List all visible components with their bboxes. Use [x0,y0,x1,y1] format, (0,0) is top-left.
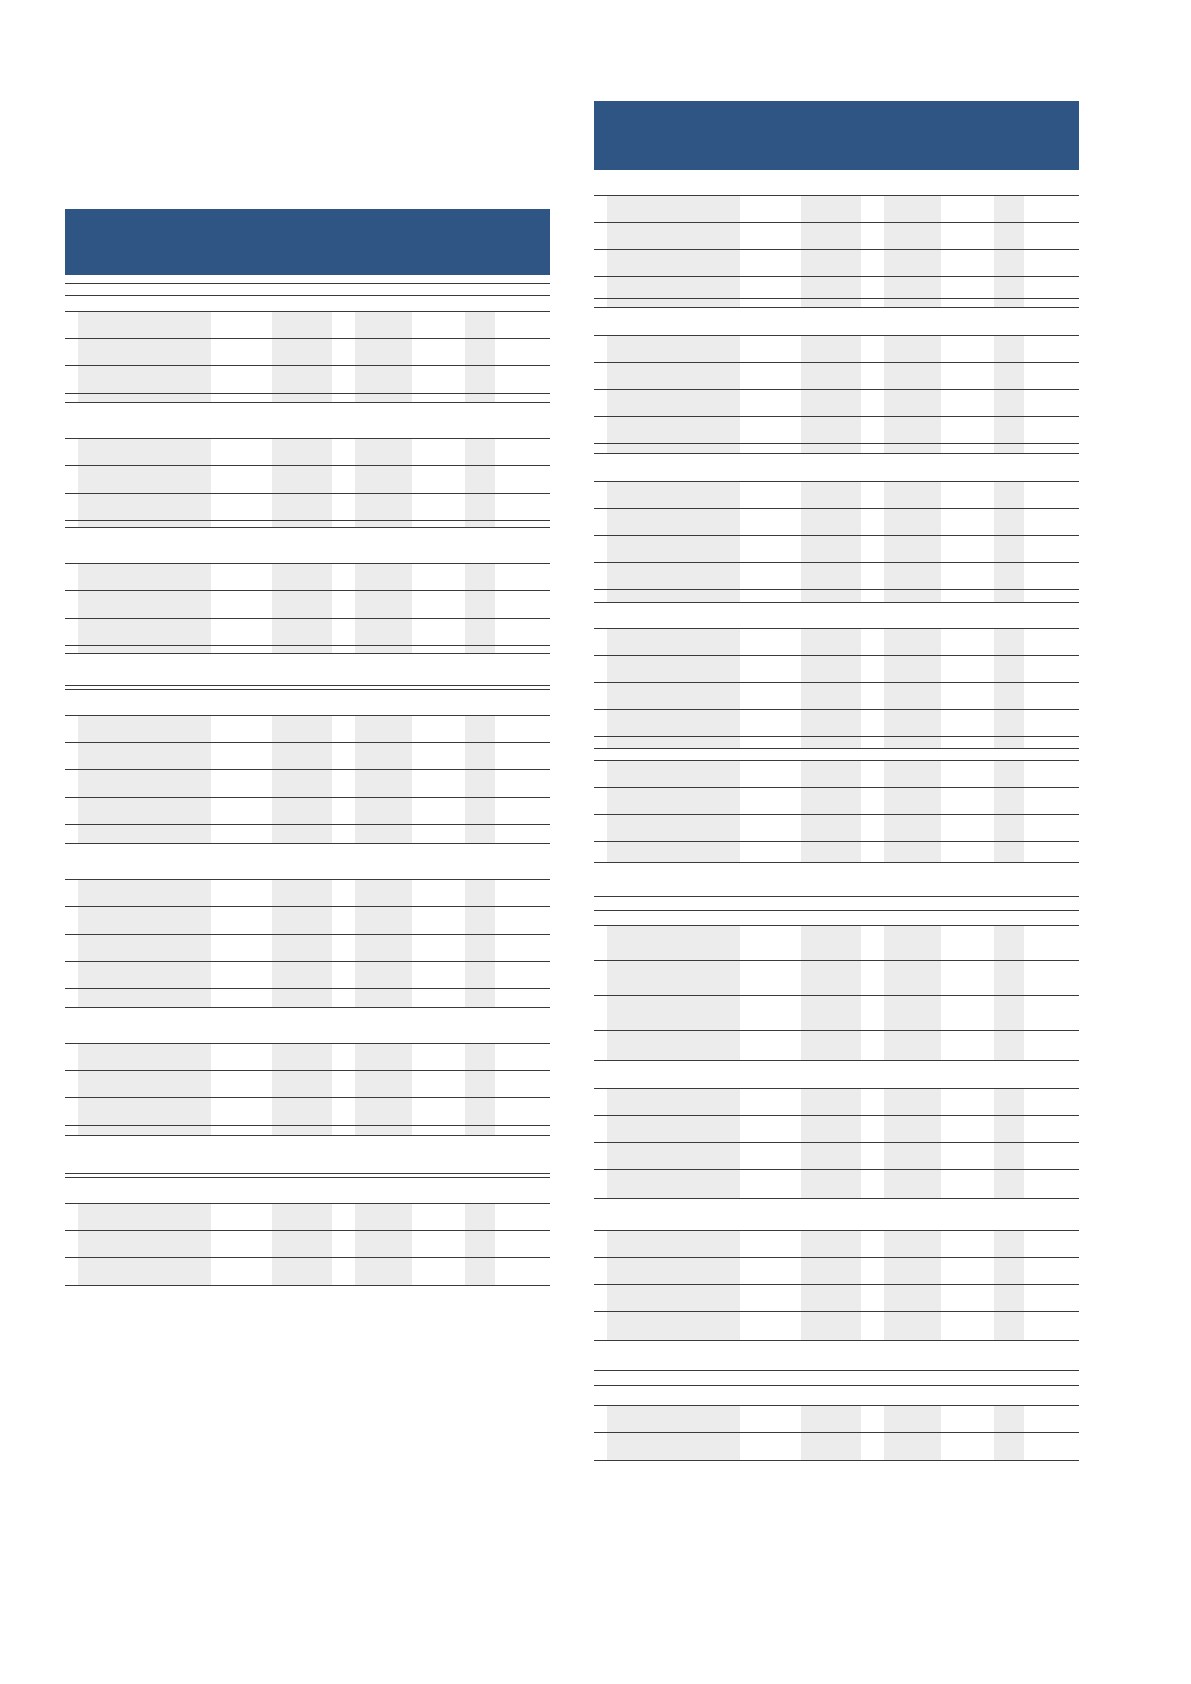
column-band [78,1043,211,1135]
table-row-rule [594,195,1079,196]
table-row-rule [594,748,1079,749]
table-row-rule [594,1169,1079,1170]
table-row-rule [65,1177,550,1178]
table-row-rule [594,655,1079,656]
table-row-rule [594,925,1079,926]
table-row-rule [65,590,550,591]
table-row-rule [594,1405,1079,1406]
column-band [801,760,861,862]
table-row-rule [65,563,550,564]
column-band [884,925,941,1060]
column-band [272,563,332,653]
table-row-rule [594,222,1079,223]
table-row-rule [594,760,1079,761]
table-row-rule [594,362,1079,363]
column-band [355,438,412,527]
table-row-rule [594,628,1079,629]
column-band [465,1043,495,1135]
column-band [607,628,740,748]
column-band [994,760,1024,862]
column-band [994,195,1024,307]
left-table-body [65,275,550,1430]
table-row-rule [65,1230,550,1231]
right-table-body [594,170,1079,1460]
table-row-rule [594,1370,1079,1371]
table-row-rule [594,995,1079,996]
table-row-rule [594,307,1079,308]
table-row-rule [65,769,550,770]
table-row-rule [65,393,550,394]
table-row-rule [594,276,1079,277]
table-row-rule [594,562,1079,563]
column-band [78,563,211,653]
column-band [78,1203,211,1285]
table-row-rule [594,1432,1079,1433]
column-band [994,481,1024,602]
table-row-rule [65,1097,550,1098]
table-row-rule [65,879,550,880]
table-row-rule [594,1198,1079,1199]
column-band [355,1203,412,1285]
table-row-rule [594,589,1079,590]
column-band [801,335,861,453]
table-row-rule [65,438,550,439]
table-row-rule [65,645,550,646]
table-row-rule [594,1340,1079,1341]
column-band [607,760,740,862]
table-row-rule [65,685,550,686]
column-band [801,1230,861,1340]
table-row-rule [594,1142,1079,1143]
table-row-rule [594,443,1079,444]
table-row-rule [594,1030,1079,1031]
column-band [355,1043,412,1135]
table-row-rule [65,1125,550,1126]
table-row-rule [65,715,550,716]
table-row-rule [65,311,550,312]
table-row-rule [594,1385,1079,1386]
column-band [272,438,332,527]
table-row-rule [594,1115,1079,1116]
column-band [272,1203,332,1285]
column-band [78,438,211,527]
table-row-rule [594,1460,1079,1461]
table-row-rule [65,906,550,907]
column-band [465,1203,495,1285]
column-band [465,563,495,653]
right-data-table [594,101,1079,1460]
table-row-rule [594,1060,1079,1061]
table-row-rule [65,689,550,690]
column-band [884,335,941,453]
table-row-rule [594,535,1079,536]
table-row-rule [594,298,1079,299]
column-band [884,628,941,748]
column-band [607,1230,740,1340]
table-row-rule [65,824,550,825]
table-row-rule [594,1088,1079,1089]
table-row-rule [594,453,1079,454]
column-band [801,925,861,1060]
column-band [607,481,740,602]
table-row-rule [594,416,1079,417]
column-band [272,311,332,402]
column-band [994,335,1024,453]
column-band [801,481,861,602]
left-data-table [65,209,550,1430]
table-row-rule [594,335,1079,336]
table-row-rule [65,797,550,798]
column-band [465,311,495,402]
column-band [607,195,740,307]
table-row-rule [65,1007,550,1008]
left-table-header [65,209,550,275]
table-row-rule [594,481,1079,482]
table-row-rule [65,402,550,403]
column-band [355,563,412,653]
column-band [607,335,740,453]
table-row-rule [65,465,550,466]
column-band [884,195,941,307]
column-band [465,438,495,527]
table-row-rule [65,1070,550,1071]
table-row-rule [65,1203,550,1204]
column-band [884,1230,941,1340]
table-row-rule [65,493,550,494]
table-row-rule [65,365,550,366]
table-row-rule [65,618,550,619]
column-band [801,628,861,748]
table-row-rule [594,862,1079,863]
table-row-rule [594,1311,1079,1312]
column-band [78,311,211,402]
table-row-rule [65,1257,550,1258]
table-row-rule [65,283,550,284]
table-row-rule [594,1284,1079,1285]
table-row-rule [594,1257,1079,1258]
column-band [801,1088,861,1198]
table-row-rule [594,736,1079,737]
table-row-rule [594,787,1079,788]
table-row-rule [65,1043,550,1044]
table-row-rule [594,814,1079,815]
table-row-rule [65,934,550,935]
column-band [994,1230,1024,1340]
column-band [994,628,1024,748]
table-row-rule [65,961,550,962]
table-row-rule [65,1173,550,1174]
table-row-rule [65,338,550,339]
column-band [884,1088,941,1198]
column-band [994,925,1024,1060]
table-row-rule [65,742,550,743]
column-band [994,1088,1024,1198]
table-row-rule [594,389,1079,390]
table-row-rule [594,896,1079,897]
table-row-rule [65,1285,550,1286]
right-table-header [594,101,1079,170]
table-row-rule [65,653,550,654]
table-row-rule [594,602,1079,603]
table-row-rule [65,988,550,989]
table-row-rule [594,682,1079,683]
table-row-rule [594,1230,1079,1231]
table-row-rule [65,1135,550,1136]
table-row-rule [594,249,1079,250]
column-band [272,1043,332,1135]
column-band [607,925,740,1060]
table-row-rule [594,508,1079,509]
column-band [607,1088,740,1198]
column-band [355,311,412,402]
table-row-rule [594,841,1079,842]
column-band [884,481,941,602]
table-row-rule [65,843,550,844]
table-row-rule [594,709,1079,710]
column-band [884,760,941,862]
table-row-rule [65,295,550,296]
table-row-rule [594,910,1079,911]
table-row-rule [65,527,550,528]
column-band [801,195,861,307]
table-row-rule [65,520,550,521]
table-row-rule [594,960,1079,961]
